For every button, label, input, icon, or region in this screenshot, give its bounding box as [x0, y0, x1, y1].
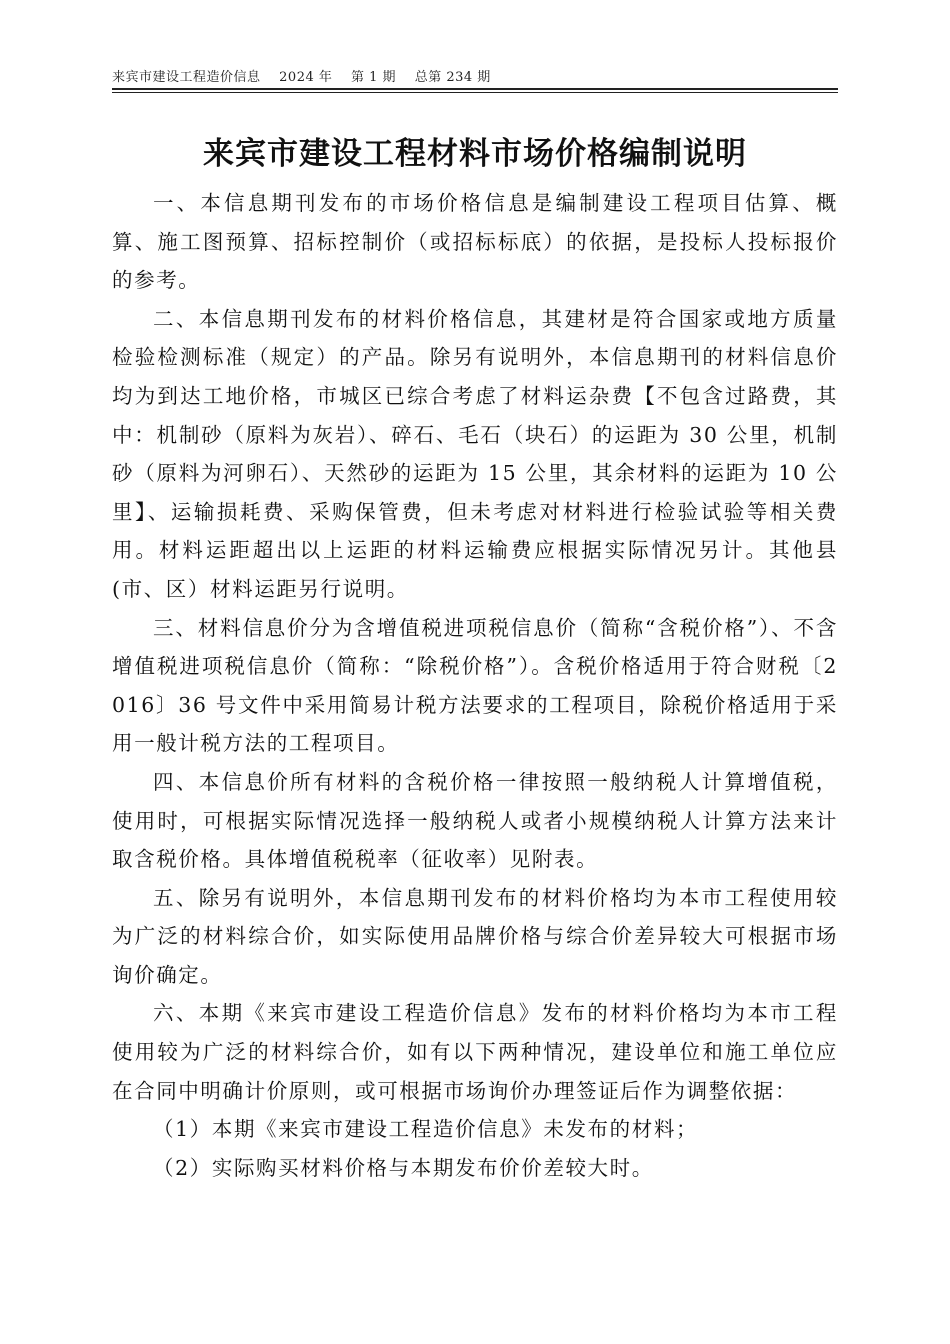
- header-publication: 来宾市建设工程造价信息: [112, 70, 261, 85]
- paragraph-2: 二、本信息期刊发布的材料价格信息，其建材是符合国家或地方质量检验检测标准（规定）的产品。除另有说明外，本信息期刊的材料信息价均为到达工地价格，市城区已综合考虑了材料运杂费【不包含过路费，其中：机制砂（原料为灰岩）、碎石、毛石（块石）的运距为 30 公里，机制砂（原料为河卵石）、天然砂的运距为 15 公里，其余材料的运距为 10 公里】、运输损耗费、采购保管费，但未考虑对材料进行检验试验等相关费用。材料运距超出以上运距的材料运输费应根据实际情况另计。其他县(市、区）材料运距另行说明。: [112, 306, 838, 601]
- header-rule-thin: [112, 92, 838, 93]
- list-item-2: （2）实际购买材料价格与本期发布价价差较大时。: [153, 1155, 654, 1180]
- header-issue: 第 1 期: [351, 70, 397, 85]
- running-header: [112, 66, 505, 85]
- paragraph-5: 五、除另有说明外，本信息期刊发布的材料价格均为本市工程使用较为广泛的材料综合价，如实际使用品牌价格与综合价差异较大可根据市场询价确定。: [112, 885, 838, 987]
- paragraph-1: 一、本信息期刊发布的市场价格信息是编制建设工程项目估算、概算、施工图预算、招标控制价（或招标标底）的依据，是投标人投标报价的参考。: [112, 191, 838, 293]
- page-title: 来宾市建设工程材料市场价格编制说明: [203, 136, 747, 172]
- paragraph-4: 四、本信息价所有材料的含税价格一律按照一般纳税人计算增值税，使用时，可根据实际情况选择一般纳税人或者小规模纳税人计算方法来计取含税价格。具体增值税税率（征收率）见附表。: [112, 769, 838, 872]
- paragraph-3: 三、材料信息价分为含增值税进项税信息价（简称“含税价格”）、不含增值税进项税信息价（简称：“除税价格”）。含税价格适用于符合财税〔2016〕36 号文件中采用简易计税方法要求的工程项目，除税价格适用于采用一般计税方法的工程项目。: [112, 615, 838, 756]
- header-rule-thick: [112, 88, 838, 90]
- list-item-1: （1）本期《来宾市建设工程造价信息》未发布的材料；: [153, 1117, 699, 1142]
- document-body: [112, 184, 838, 1187]
- header-year: 2024 年: [279, 70, 333, 85]
- header-total-issue: 总第 234 期: [414, 70, 491, 85]
- paragraph-6: 六、本期《来宾市建设工程造价信息》发布的材料价格均为本市工程使用较为广泛的材料综合价，如有以下两种情况，建设单位和施工单位应在合同中明确计价原则，或可根据市场询价办理签证后作为调整依据：: [112, 1001, 838, 1103]
